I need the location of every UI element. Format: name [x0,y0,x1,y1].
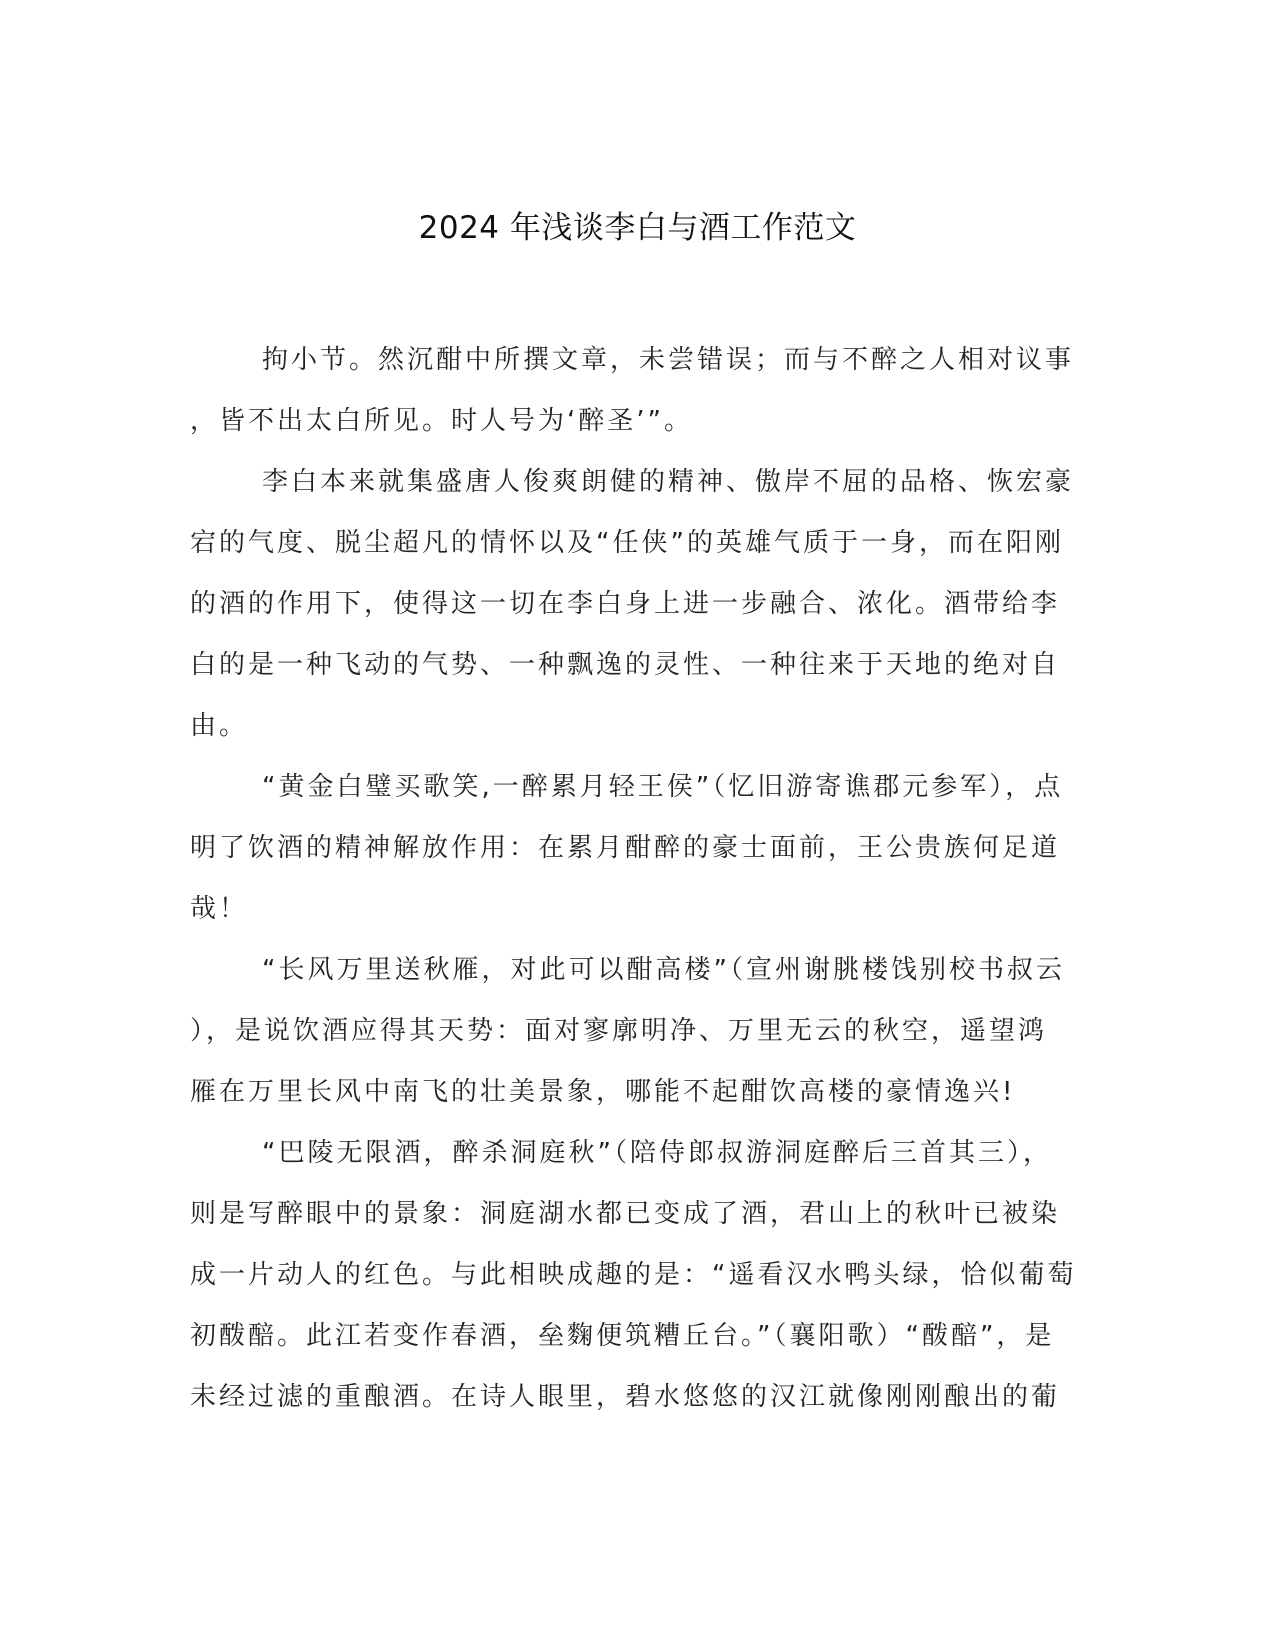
text-line: 哉！ [190,894,249,924]
text-line: 未经过滤的重酿酒。在诗人眼里，碧水悠悠的汉江就像刚刚酿出的葡 [190,1382,1061,1412]
text-line: 由。 [190,711,249,741]
text-line: 拘小节。然沉酣中所撰文章，未尝错误；而与不醉之人相对议事 [262,345,1075,375]
text-line: 明了饮酒的精神解放作用：在累月酣醉的豪士面前，王公贵族何足道 [190,833,1061,863]
document-body [190,330,1080,1428]
text-line: 宕的气度、脱尘超凡的情怀以及“任侠”的英雄气质于一身，而在阳刚 [190,528,1064,558]
text-line: 李白本来就集盛唐人俊爽朗健的精神、傲岸不屈的品格、恢宏豪 [262,467,1075,497]
text-line: 白的是一种飞动的气势、一种飘逸的灵性、一种往来于天地的绝对自 [190,650,1061,680]
text-line: “巴陵无限酒，醉杀洞庭秋”（陪侍郎叔游洞庭醉后三首其三）， [262,1138,1052,1168]
text-line: 初酦醅。此江若变作春酒，垒麴便筑糟丘台。”（襄阳歌）“酦醅”，是 [190,1321,1055,1351]
text-line: ），是说饮酒应得其天势：面对寥廓明净、万里无云的秋空，遥望鸿 [190,1016,1048,1046]
document-title: 2024 年浅谈李白与酒工作范文 [418,210,857,246]
text-line: “黄金白璧买歌笑,一醉累月轻王侯”（忆旧游寄谯郡元参军），点 [262,772,1064,802]
text-line: 则是写醉眼中的景象：洞庭湖水都已变成了酒，君山上的秋叶已被染 [190,1199,1061,1229]
text-line: ，皆不出太白所见。时人号为‘醉圣’”。 [190,406,693,436]
text-line: “长风万里送秋雁，对此可以酣高楼”（宣州谢朓楼饯别校书叔云 [262,955,1065,985]
text-line: 成一片动人的红色。与此相映成趣的是：“遥看汉水鸭头绿，恰似葡萄 [190,1260,1077,1290]
text-line: 的酒的作用下，使得这一切在李白身上进一步融合、浓化。酒带给李 [190,589,1061,619]
text-line: 雁在万里长风中南飞的壮美景象，哪能不起酣饮高楼的豪情逸兴! [190,1077,1016,1107]
